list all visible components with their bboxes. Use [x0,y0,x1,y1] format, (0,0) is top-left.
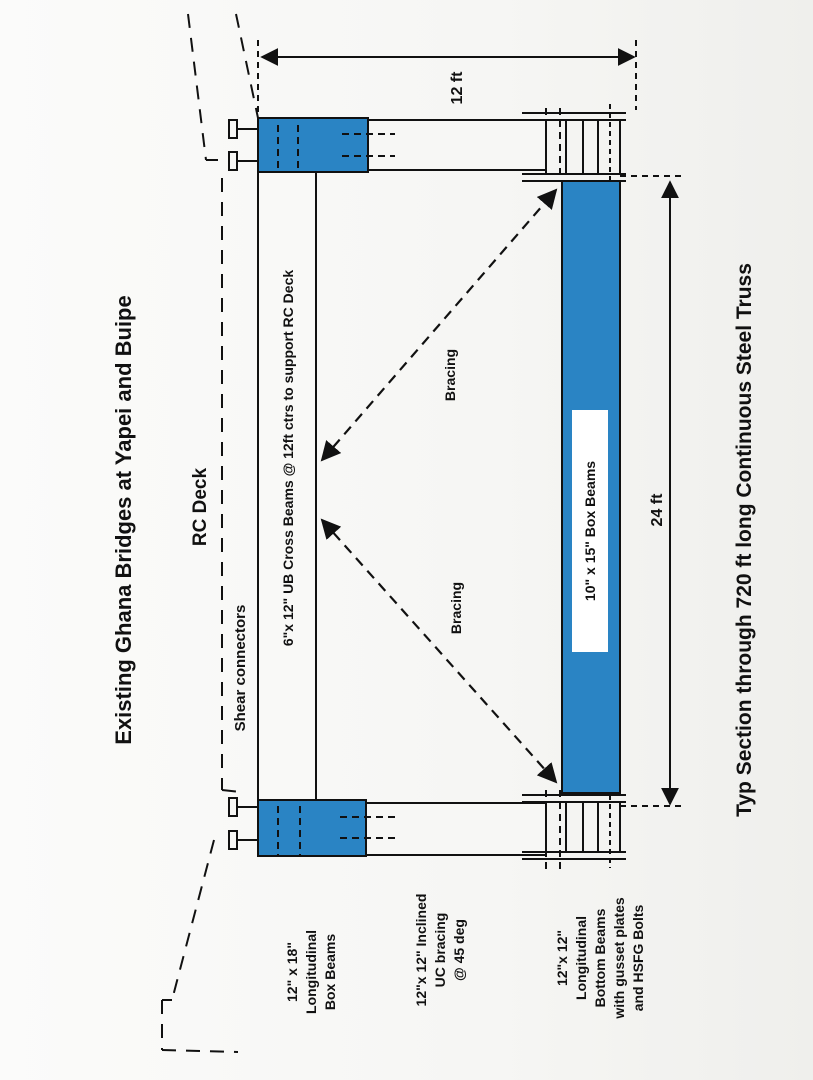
top-assembly [258,108,560,180]
label-line: 12" x 18" [284,942,300,1002]
rc-deck-label: RC Deck [190,467,211,547]
inclined-uc-bracing-label [413,894,467,1007]
label-line: Box Beams [322,933,338,1011]
shear-connectors-label: Shear connectors [232,604,249,732]
dimension-12ft [258,40,636,118]
diagram-title: Existing Ghana Bridges at Yapei and Buipe [111,295,136,745]
longitudinal-bottom-beams-label [554,897,646,1020]
label-line: with gusset plates [611,897,627,1019]
shear-connector-bolts [229,120,258,849]
box-beams-label: 10" x 15" Box Beams [582,460,598,602]
bracing-label-upper: Bracing [442,348,458,402]
bracing-label-lower: Bracing [448,581,464,635]
dimension-24ft-label: 24 ft [649,493,666,527]
label-line: 12"x 12" [554,929,570,987]
dimension-24ft [620,176,682,806]
bracing-arrows [322,190,556,782]
label-line: Bottom Beams [592,908,608,1008]
label-line: 12"x 12" Inclined [413,893,429,1007]
top-inclined-bracing [368,120,546,170]
dimension-12ft-label: 12 ft [449,71,466,105]
cross-beams-label: 6"x 12" UB Cross Beams @ 12ft ctrs to support RC Deck [280,269,296,647]
longitudinal-box-beams-label [284,930,338,1014]
label-line: and HSFG Bolts [630,904,646,1012]
label-line: UC bracing [432,912,448,988]
section-subtitle: Typ Section through 720 ft long Continuous Steel Truss [733,263,756,817]
label-line: @ 45 deg [451,919,467,981]
label-line: Longitudinal [303,930,319,1014]
bottom-longitudinal-box-beam [258,800,366,856]
bottom-assembly [258,790,560,870]
top-longitudinal-box-beam [258,118,368,172]
label-line: Longitudinal [573,916,589,1000]
bottom-inclined-bracing [366,803,546,855]
